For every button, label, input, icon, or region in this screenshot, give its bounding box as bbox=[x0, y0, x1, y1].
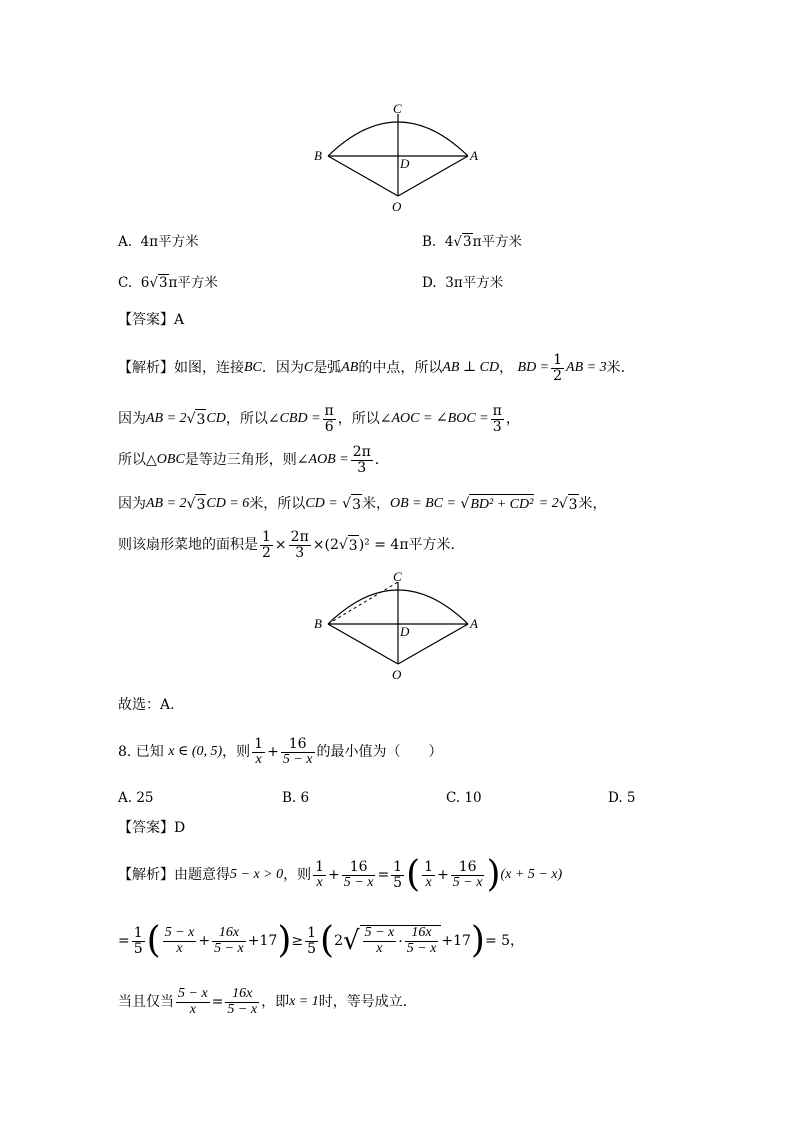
q7-analysis-line-4: 因为 AB = 2 √ 3 CD = 6 米，所以 CD = √ 3 米， OB = BC = √ BD² + CD² = 2 √ 3 米， bbox=[118, 492, 607, 516]
q8-stem: 8. 已知 x ∈ (0, 5) ，则 $\frac{1}{x}$ + $\frac{16}{5 - x}$ 的最小值为（ ） bbox=[118, 735, 443, 767]
label-o: O bbox=[392, 199, 402, 214]
label-a: A bbox=[470, 148, 478, 163]
q8-analysis-line-2: = $\frac{1}{5}$ ( $\frac{5 - x}{x}$ + $\frac{16x}{5 - x}$ +17 ) ≥ $\frac{1}{5}$ ( 2 √ $\frac{5 - x}{x}$ · $\frac{16x}{5 - x}$ +17 ) = 5， bbox=[118, 920, 525, 961]
q8-option-b: B. 6 bbox=[282, 790, 310, 806]
q8-answer: 【答案】D bbox=[118, 820, 186, 836]
q7-analysis-line-2: 因为 AB = 2 √ 3 CD ，所以∠ CBD = $\frac{\pi}{6}$ ，所以∠ AOC = ∠BOC = $\frac{\pi}{3}$ ， bbox=[118, 402, 520, 435]
sector-figure-2 bbox=[310, 568, 490, 688]
option-b: B. 4√3π平方米 bbox=[422, 234, 522, 250]
radius-ob bbox=[328, 156, 398, 196]
option-d: D. 3π平方米 bbox=[422, 275, 504, 291]
q8-analysis-line-1: 【解析】 由题意得 5 − x > 0 ，则 $\frac{1}{x}$ + $\frac{16}{5 - x}$ = $\frac{1}{5}$ ( $\frac{1}{x}$ + $\frac{16}{5 - x}$ ) (x + 5 − x) bbox=[118, 854, 563, 895]
q7-analysis-line-3: 所以△ OBC 是等边三角形，则∠ AOB = $\frac{2\pi}{3}$ ． bbox=[118, 443, 389, 476]
label-c: C bbox=[393, 101, 402, 116]
label-b-2: B bbox=[314, 616, 322, 631]
label-a-2: A bbox=[470, 616, 478, 631]
q7-analysis-line-5: 则该扇形菜地的面积是 $\frac{1}{2}$ × $\frac{2\pi}{3}$ ×(2 √ 3 )² = 4π 平方米． bbox=[118, 528, 465, 561]
label-b: B bbox=[314, 148, 322, 163]
label-c-2: C bbox=[393, 569, 402, 584]
option-c: C. 6√3π平方米 bbox=[118, 275, 218, 291]
q7-answer: 【答案】A bbox=[118, 312, 185, 328]
option-a: A. 4π平方米 bbox=[118, 234, 199, 250]
label-o-2: O bbox=[392, 667, 402, 682]
q7-analysis-line-1: 【解析】 如图，连接 BC ．因为 C 是弧 AB 的中点，所以 AB ⊥ CD ， BD = $\frac{1}{2}$ AB = 3 米． bbox=[118, 351, 635, 384]
q7-final-choice: 故选：A. bbox=[118, 697, 175, 713]
q8-option-c: C. 10 bbox=[446, 790, 482, 806]
dashed-bc bbox=[328, 582, 398, 624]
label-d-2: D bbox=[400, 624, 410, 639]
radius-ob-2 bbox=[328, 624, 398, 664]
q8-analysis-line-3: 当且仅当 $\frac{5 - x}{x}$ = $\frac{16x}{5 - x}$ ，即 x = 1 时，等号成立． bbox=[118, 985, 417, 1017]
label-d: D bbox=[400, 156, 410, 171]
q8-option-a: A. 25 bbox=[118, 790, 154, 806]
sector-figure-1 bbox=[310, 100, 490, 220]
q8-option-d: D. 5 bbox=[608, 790, 636, 806]
